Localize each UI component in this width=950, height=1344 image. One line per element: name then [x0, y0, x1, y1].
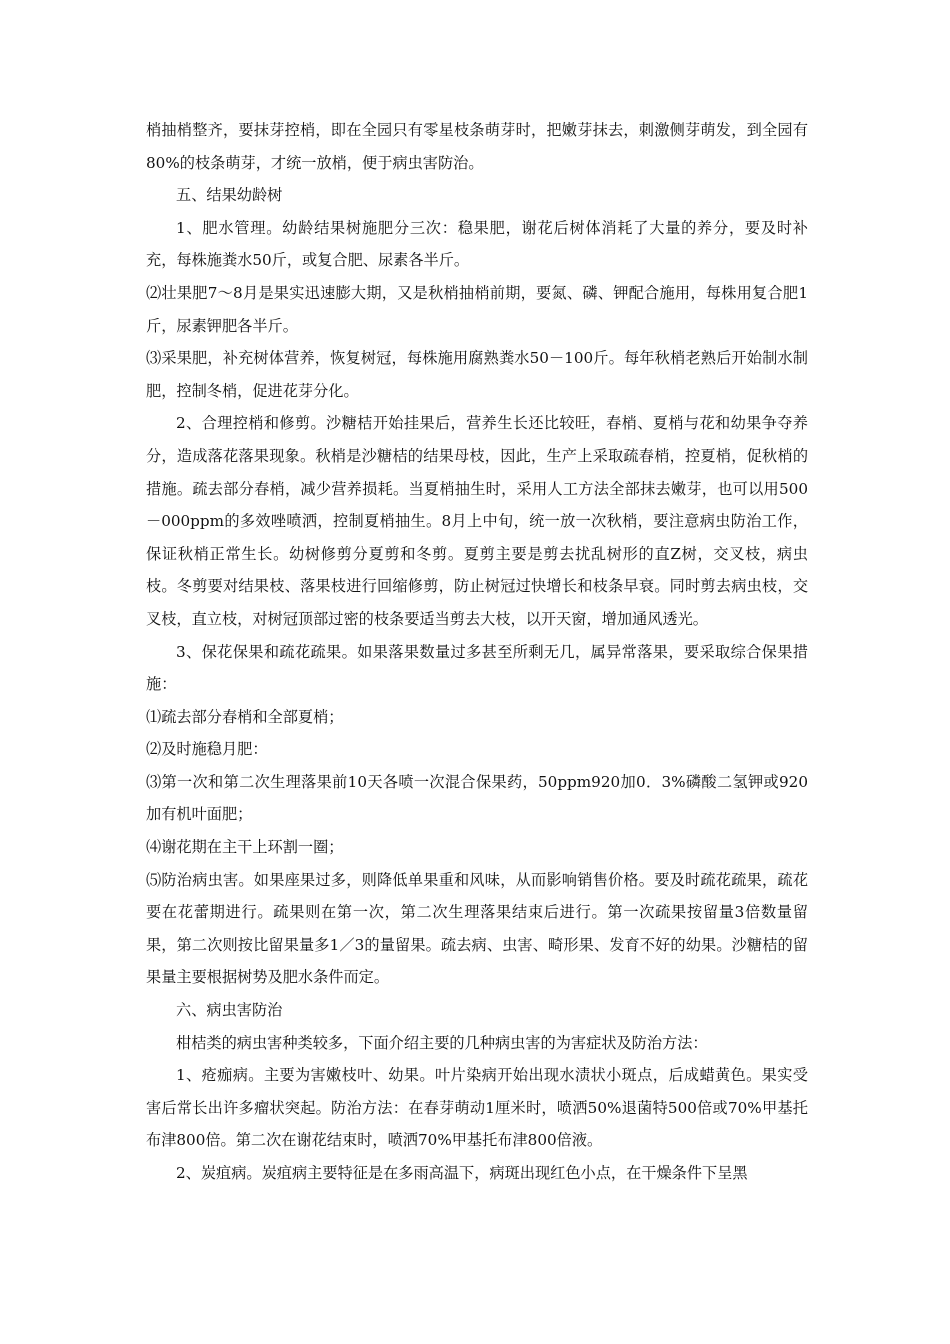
list-item: ⑵及时施稳月肥：: [146, 740, 268, 759]
paragraph: 1、疮痂病。主要为害嫩枝叶、幼果。叶片染病开始出现水渍状小斑点，后成蜡黄色。果实受害后常长出许多瘤状突起。防治方法：在春芽萌动1厘米时，喷洒50%退菌特500倍或70%甲基托布津800倍。第二次在谢花结束时，喷洒70%甲基托布津800倍液。: [146, 1066, 808, 1150]
list-item: ⑸防治病虫害。如果座果过多，则降低单果重和风味，从而影响销售价格。要及时疏花疏果，疏花要在花蕾期进行。疏果则在第一次，第二次生理落果结束后进行。第一次疏果按留量3倍数量留果，第二次则按比留果量多1／3的量留果。疏去病、虫害、畸形果、发育不好的幼果。沙糖桔的留果量主要根据树势及肥水条件而定。: [146, 870, 808, 987]
paragraph: 柑桔类的病虫害种类较多，下面介绍主要的几种病虫害的为害症状及防治方法：: [176, 1033, 708, 1052]
list-item: ⑷谢花期在主干上环割一圈；: [146, 838, 344, 857]
document-body: [146, 114, 808, 1190]
list-item: ⑴疏去部分春梢和全部夏梢；: [146, 707, 344, 726]
paragraph: ⑶采果肥，补充树体营养，恢复树冠，每株施用腐熟粪水50－100斤。每年秋梢老熟后开始制水制肥，控制冬梢，促进花芽分化。: [146, 349, 808, 400]
paragraph: 1、肥水管理。幼龄结果树施肥分三次：稳果肥，谢花后树体消耗了大量的养分，要及时补充，每株施粪水50斤，或复合肥、尿素各半斤。: [146, 218, 808, 270]
paragraph: 3、保花保果和疏花疏果。如果落果数量过多甚至所剩无几，属异常落果，要采取综合保果措施：: [146, 642, 808, 694]
section-heading: 六、病虫害防治: [176, 1001, 283, 1020]
paragraph: 2、炭疽病。炭疽病主要特征是在多雨高温下，病斑出现红色小点，在干燥条件下呈黑: [176, 1164, 748, 1182]
list-item: ⑶第一次和第二次生理落果前10天各喷一次混合保果药，50ppm920加0．3%磷酸二氢钾或920加有机叶面肥；: [146, 772, 808, 824]
paragraph: ⑵壮果肥7～8月是果实迅速膨大期，又是秋梢抽梢前期，要氮、磷、钾配合施用，每株用复合肥1斤，尿素钾肥各半斤。: [146, 283, 808, 335]
section-heading: 五、结果幼龄树: [176, 186, 283, 205]
paragraph: 2、合理控梢和修剪。沙糖桔开始挂果后，营养生长还比较旺，春梢、夏梢与花和幼果争夺养分，造成落花落果现象。秋梢是沙糖桔的结果母枝，因此，生产上采取疏春梢，控夏梢，促秋梢的措施。疏去部分春梢，减少营养损耗。当夏梢抽生时，采用人工方法全部抹去嫩芽，也可以用500－000ppm的多效唑喷洒，控制夏梢抽生。8月上中旬，统一放一次秋梢，要注意病虫防治工作，保证秋梢正常生长。幼树修剪分夏剪和冬剪。夏剪主要是剪去扰乱树形的直Z树，交叉枝，病虫枝。冬剪要对结果枝、落果枝进行回缩修剪，防止树冠过快增长和枝条早衰。同时剪去病虫枝，交叉枝，直立枝，对树冠顶部过密的枝条要适当剪去大枝，以开天窗，增加通风透光。: [146, 414, 808, 628]
paragraph: 梢抽梢整齐，要抹芽控梢，即在全园只有零星枝条萌芽时，把嫩芽抹去，刺激侧芽萌发，到全园有80%的枝条萌芽，才统一放梢，便于病虫害防治。: [146, 121, 808, 172]
